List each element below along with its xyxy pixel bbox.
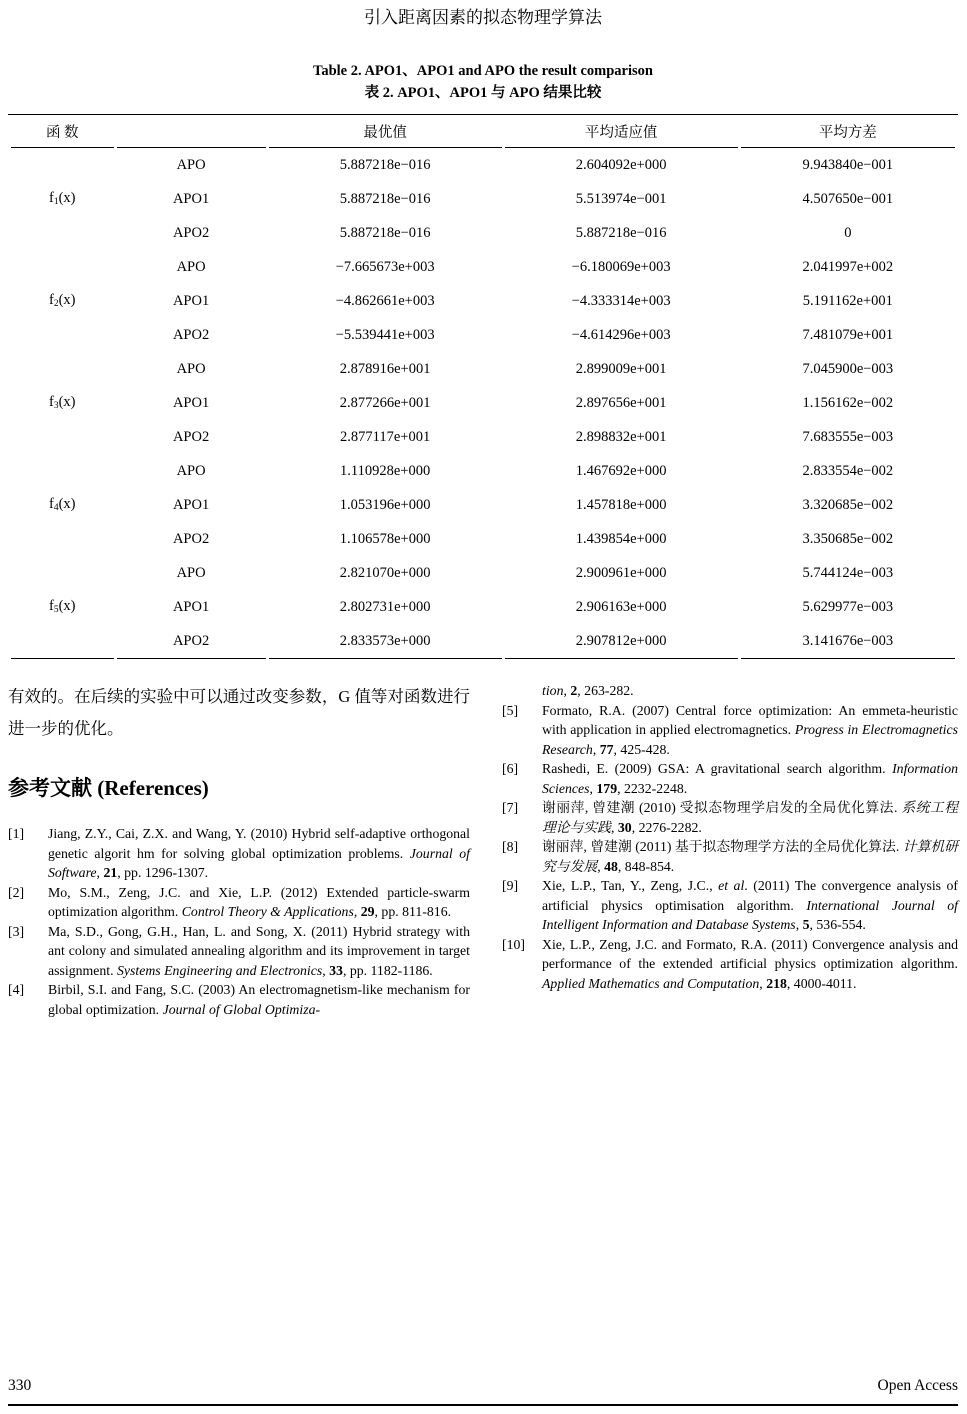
algorithm-cell: APO1 — [172, 292, 210, 309]
reference-text: 谢丽萍, 曾建潮 (2010) 受拟态物理学启发的全局优化算法. 系统工程理论与实践, 30, 2276-2282. — [542, 800, 959, 835]
avg-variance-cell: 5.629977e−003 — [802, 598, 894, 615]
best-value-cell: 5.887218e−016 — [339, 156, 431, 173]
best-value-cell: −5.539441e+003 — [335, 326, 435, 343]
avg-fitness-cell: −4.333314e+003 — [571, 292, 671, 309]
table-caption-en: Table 2. APO1、APO1 and APO the result comparison — [313, 63, 653, 79]
algorithm-cell: APO1 — [172, 598, 210, 615]
avg-variance-cell: 4.507650e−001 — [802, 190, 894, 207]
reference-item — [502, 798, 958, 837]
best-value-cell: 2.821070e+000 — [339, 564, 431, 581]
reference-text: Xie, L.P., Tan, Y., Zeng, J.C., et al. (2011) The convergence analysis of artificial physics optimisation algorithm. International Journal of Intelligent Information and Database Systems, 5, 536-554. — [542, 878, 958, 932]
algorithm-cell: APO — [176, 156, 206, 173]
avg-variance-cell: 3.350685e−002 — [802, 530, 894, 547]
best-value-cell: 2.878916e+001 — [339, 360, 431, 377]
function-label: f5(x) — [11, 556, 114, 659]
reference-item — [502, 759, 958, 798]
table-row — [11, 250, 955, 284]
avg-fitness-cell: 1.467692e+000 — [575, 462, 667, 479]
avg-variance-cell: 7.045900e−003 — [802, 360, 894, 377]
algorithm-cell: APO — [176, 462, 206, 479]
best-value-cell: 2.833573e+000 — [269, 624, 502, 659]
table-row — [11, 624, 955, 659]
table-row — [11, 488, 955, 522]
reference-text: Ma, S.D., Gong, G.H., Han, L. and Song, X. (2011) Hybrid strategy with ant colony and simulated annealing algorithm and its improvement in target assignment. Systems Engineering and Electronics, 33, pp. 1182-1186. — [48, 923, 470, 978]
col-header-best-value: 最优值 — [269, 115, 502, 148]
avg-fitness-cell: 2.906163e+000 — [575, 598, 667, 615]
avg-variance-cell: 9.943840e−001 — [802, 156, 894, 173]
avg-fitness-cell: 2.899009e+001 — [575, 360, 667, 377]
reference-number: [9] — [502, 878, 519, 893]
avg-fitness-cell: 2.907812e+000 — [505, 624, 738, 659]
table-row — [11, 318, 955, 352]
best-value-cell: 5.887218e−016 — [339, 190, 431, 207]
best-value-cell: 1.110928e+000 — [340, 462, 431, 479]
table-row — [11, 420, 955, 454]
reference-number: [4] — [8, 982, 25, 997]
table-caption-zh: 表 2. APO1、APO1 与 APO 结果比较 — [364, 85, 602, 101]
reference-number: [1] — [8, 826, 25, 841]
function-label: f1(x) — [49, 190, 76, 208]
avg-fitness-cell: 2.900961e+000 — [575, 564, 667, 581]
reference-item — [8, 980, 470, 1019]
avg-variance-cell: 5.191162e+001 — [802, 292, 893, 309]
table-row — [11, 522, 955, 556]
col-header-avg-fitness: 平均适应值 — [505, 115, 738, 148]
col-header-function: 函 数 — [11, 115, 114, 148]
function-label: f4(x) — [49, 496, 76, 514]
avg-variance-cell: 5.744124e−003 — [802, 564, 894, 581]
right-column — [502, 681, 958, 1019]
best-value-cell: 1.053196e+000 — [339, 496, 431, 513]
reference-item — [502, 701, 958, 760]
algorithm-cell: APO1 — [172, 394, 210, 411]
table-row — [11, 216, 955, 250]
col-header-avg-variance: 平均方差 — [741, 115, 955, 148]
best-value-cell: 2.877117e+001 — [340, 428, 431, 445]
table-row — [11, 148, 955, 182]
algorithm-cell: APO1 — [172, 190, 210, 207]
reference-item — [502, 837, 958, 876]
avg-variance-cell: 0 — [844, 224, 852, 241]
reference-text: Jiang, Z.Y., Cai, Z.X. and Wang, Y. (2010) Hybrid self-adaptive orthogonal genetic algorit hm for solving global optimization problems. Journal of Software, 21, pp. 1296-1307. — [48, 826, 471, 880]
reference-number: [10] — [502, 936, 525, 952]
avg-variance-cell: 7.683555e−003 — [802, 428, 894, 445]
reference-number: [7] — [502, 800, 519, 815]
reference-text: Xie, L.P., Zeng, J.C. and Formato, R.A. (2011) Convergence analysis and performance of the extended artificial physics optimization algorithm. Applied Mathematics and Computation, 218, 4000-4011. — [542, 936, 958, 991]
table-row — [11, 454, 955, 488]
algorithm-cell: APO2 — [172, 428, 210, 445]
col-header-algorithm — [117, 115, 266, 148]
reference-item — [8, 922, 470, 981]
reference-text: Formato, R.A. (2007) Central force optimization: An emmeta-heuristic with application in applied electromagnetics. Progress in Electromagnetics Research, 77, 425-428. — [542, 702, 958, 757]
algorithm-cell: APO — [176, 564, 206, 581]
avg-fitness-cell: −4.614296e+003 — [571, 326, 671, 343]
table-row — [11, 182, 955, 216]
best-value-cell: 2.802731e+000 — [339, 598, 431, 615]
algorithm-cell: APO — [176, 258, 206, 275]
page-footer — [8, 1376, 958, 1406]
avg-variance-cell: 7.481079e+001 — [802, 326, 894, 343]
best-value-cell: 1.106578e+000 — [339, 530, 431, 547]
reference-number: [5] — [502, 702, 519, 718]
reference-number: [2] — [8, 884, 25, 900]
table-row — [11, 284, 955, 318]
body-two-columns — [8, 681, 958, 1019]
avg-variance-cell: 3.141676e−003 — [741, 624, 955, 659]
best-value-cell: 5.887218e−016 — [339, 224, 431, 241]
reference-text: Mo, S.M., Zeng, J.C. and Xie, L.P. (2012) Extended particle-swarm optimization algorithm. Control Theory & Applications, 29, pp. 811-816. — [48, 884, 470, 919]
table-row — [11, 386, 955, 420]
reference-number: [8] — [502, 839, 519, 854]
avg-variance-cell: 3.320685e−002 — [802, 496, 894, 513]
best-value-cell: −7.665673e+003 — [335, 258, 435, 275]
reference-item — [502, 876, 958, 935]
reference-number: [3] — [8, 923, 25, 939]
avg-fitness-cell: 2.604092e+000 — [575, 156, 667, 173]
table-row — [11, 556, 955, 590]
algorithm-cell: APO2 — [172, 530, 210, 547]
reference-item — [502, 935, 958, 994]
algorithm-cell: APO2 — [172, 224, 210, 241]
algorithm-cell: APO1 — [172, 496, 210, 513]
algorithm-cell: APO — [176, 360, 206, 377]
closing-paragraph: 有效的。在后续的实验中可以通过改变参数，G 值等对函数进行进一步的优化。 — [8, 687, 470, 738]
references-heading — [8, 775, 470, 802]
references-heading-en: (References) — [92, 776, 209, 800]
table-caption — [8, 60, 958, 104]
algorithm-cell: APO2 — [172, 326, 210, 343]
avg-fitness-cell: 1.439854e+000 — [575, 530, 667, 547]
function-label: f3(x) — [49, 394, 76, 412]
left-column — [8, 681, 470, 1019]
reference-text: Rashedi, E. (2009) GSA: A gravitational search algorithm. Information Sciences, 179, 2232-2248. — [542, 761, 958, 796]
algorithm-cell: APO2 — [117, 624, 266, 659]
open-access-label: Open Access — [877, 1377, 958, 1394]
avg-fitness-cell: 5.513974e−001 — [575, 190, 667, 207]
avg-fitness-cell: 5.887218e−016 — [575, 224, 667, 241]
function-label: f2(x) — [49, 292, 76, 310]
avg-fitness-cell: −6.180069e+003 — [571, 258, 671, 275]
reference-text: 谢丽萍, 曾建潮 (2011) 基于拟态物理学方法的全局优化算法. 计算机研究与发展, 48, 848-854. — [542, 839, 959, 874]
page-number: 330 — [8, 1377, 32, 1394]
reference-number: [6] — [502, 761, 519, 776]
avg-fitness-cell: 1.457818e+000 — [575, 496, 667, 513]
reference-text: Birbil, S.I. and Fang, S.C. (2003) An electromagnetism-like mechanism for global optimization. Journal of Global Optimiza- — [48, 982, 470, 1017]
references-heading-zh: 参考文献 — [8, 777, 92, 800]
table-header-row — [11, 115, 955, 148]
avg-variance-cell: 1.156162e−002 — [802, 394, 894, 411]
avg-variance-cell: 2.833554e−002 — [802, 462, 894, 479]
reference-item — [8, 824, 470, 883]
avg-variance-cell: 2.041997e+002 — [802, 258, 894, 275]
reference-item — [8, 883, 470, 922]
avg-fitness-cell: 2.897656e+001 — [575, 394, 667, 411]
best-value-cell: 2.877266e+001 — [339, 394, 431, 411]
table-row — [11, 352, 955, 386]
avg-fitness-cell: 2.898832e+001 — [575, 428, 667, 445]
reference-continuation: tion, 2, 263-282. — [542, 683, 634, 698]
table-row — [11, 590, 955, 624]
best-value-cell: −4.862661e+003 — [335, 292, 435, 309]
results-table — [8, 114, 958, 659]
page-title: 引入距离因素的拟态物理学算法 — [364, 8, 602, 27]
